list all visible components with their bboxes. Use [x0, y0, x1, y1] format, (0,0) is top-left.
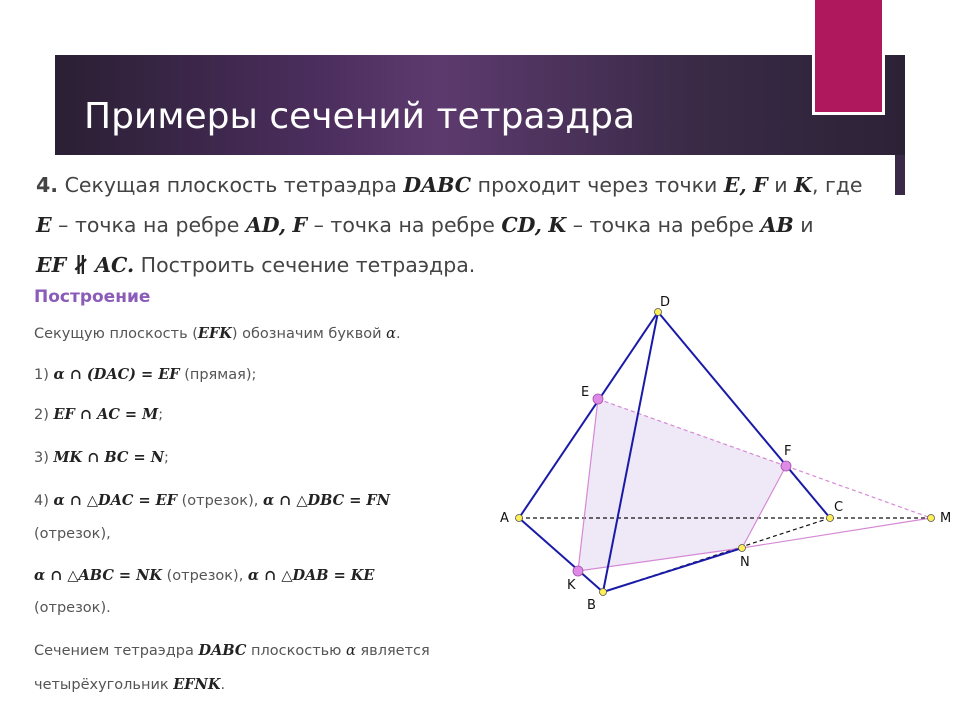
- step-number: 3): [34, 450, 49, 466]
- math-k: K: [548, 213, 567, 237]
- math-expression: EF ∩ AC = M: [53, 406, 159, 423]
- problem-text: , где: [811, 173, 863, 197]
- math-alpha: α: [346, 643, 356, 659]
- problem-text: – точка на ребре: [572, 213, 754, 237]
- point-f: [781, 461, 791, 471]
- math-ef: EF: [36, 253, 67, 277]
- text: является: [360, 643, 430, 659]
- comma: ,: [534, 213, 542, 237]
- section-line-mn: [742, 518, 931, 548]
- math-cd: CD: [501, 213, 535, 237]
- math-ad: AD: [245, 213, 279, 237]
- problem-statement: [36, 165, 906, 285]
- tetrahedron-diagram: [488, 288, 958, 620]
- math-efk: EFK: [197, 325, 232, 342]
- text: ) обозначим буквой: [231, 326, 382, 342]
- step-number: 4): [34, 493, 49, 509]
- label-e: E: [581, 385, 590, 400]
- point-m: [928, 515, 935, 522]
- label-b: B: [587, 598, 596, 613]
- label-d: D: [660, 295, 671, 310]
- construction-step-2: 2) EF ∩ AC = M;: [34, 406, 164, 423]
- text: (отрезок),: [181, 493, 259, 509]
- math-expression: α ∩ △DAB = KE: [247, 567, 375, 584]
- problem-line-1: [36, 165, 906, 205]
- accent-bar: [812, 0, 885, 115]
- point-k: [573, 566, 583, 576]
- math-dabc: DABC: [198, 642, 247, 659]
- math-f: F: [292, 213, 308, 237]
- text: (прямая);: [184, 367, 257, 383]
- math-dabc: DABC: [403, 173, 472, 197]
- problem-line-2: [36, 205, 906, 245]
- label-m: M: [940, 511, 952, 526]
- point-n: [739, 545, 746, 552]
- construction-step-3: 3) MK ∩ BC = N;: [34, 449, 169, 466]
- math-expression: α ∩ △DBC = FN: [262, 492, 390, 509]
- construction-step-5-cont: [34, 600, 524, 616]
- construction-result-cont: четырёхугольник EFNK.: [34, 676, 226, 693]
- label-k: K: [567, 578, 576, 593]
- math-ac: AC: [95, 253, 127, 277]
- math-e: E: [723, 173, 740, 197]
- text: Секущую плоскость (: [34, 326, 198, 342]
- slide-title: Примеры сечений тетраэдра: [84, 96, 636, 137]
- section-quadrilateral-efnk: [578, 399, 786, 571]
- math-expression: α ∩ △ABC = NK: [34, 567, 162, 584]
- point-e: [593, 394, 603, 404]
- math-e: E: [36, 213, 52, 237]
- tetrahedron-figure: [488, 288, 958, 620]
- comma: ,: [278, 213, 286, 237]
- label-f: F: [784, 444, 792, 459]
- text: (отрезок),: [166, 568, 244, 584]
- point-c: [827, 515, 834, 522]
- construction-result: [34, 642, 524, 659]
- text: плоскостью: [251, 643, 342, 659]
- math-f: F: [753, 173, 768, 197]
- problem-text: – точка на ребре: [58, 213, 240, 237]
- point-a: [516, 515, 523, 522]
- problem-text: и: [800, 213, 814, 237]
- period: .: [126, 253, 135, 277]
- text: Сечением тетраэдра: [34, 643, 194, 659]
- math-expression: α ∩ △DAC = EF: [53, 492, 178, 509]
- math-efnk: EFNK: [173, 676, 221, 693]
- math-alpha: α: [386, 326, 396, 342]
- label-n: N: [740, 555, 750, 570]
- step-number: 1): [34, 367, 49, 383]
- construction-step-1: [34, 366, 524, 383]
- problem-text: Построить сечение тетраэдра.: [140, 253, 476, 277]
- construction-step-4-cont: [34, 526, 524, 542]
- problem-number: 4.: [36, 173, 59, 197]
- construction-step-4: [34, 492, 524, 509]
- point-b: [600, 589, 607, 596]
- math-expression: MK ∩ BC = N: [53, 449, 164, 466]
- label-c: C: [834, 500, 844, 515]
- not-parallel-symbol: ∦: [72, 253, 89, 277]
- math-ab: AB: [760, 213, 794, 237]
- problem-text: Секущая плоскость тетраэдра: [64, 173, 397, 197]
- step-number: 2): [34, 407, 49, 423]
- problem-text: и: [774, 173, 788, 197]
- math-k: K: [794, 173, 812, 197]
- text: (отрезок),: [34, 526, 111, 542]
- text: (отрезок).: [34, 600, 111, 616]
- label-a: A: [500, 511, 509, 526]
- construction-intro: Секущую плоскость (EFK) обозначим буквой α.: [34, 325, 401, 342]
- construction-step-5: [34, 567, 524, 584]
- problem-text: проходит через точки: [477, 173, 718, 197]
- problem-line-3: [36, 245, 906, 285]
- construction-heading: Построение: [34, 287, 151, 307]
- comma: ,: [739, 173, 747, 197]
- math-expression: α ∩ (DAC) = EF: [53, 366, 180, 383]
- text: четырёхугольник: [34, 677, 169, 693]
- problem-text: – точка на ребре: [313, 213, 495, 237]
